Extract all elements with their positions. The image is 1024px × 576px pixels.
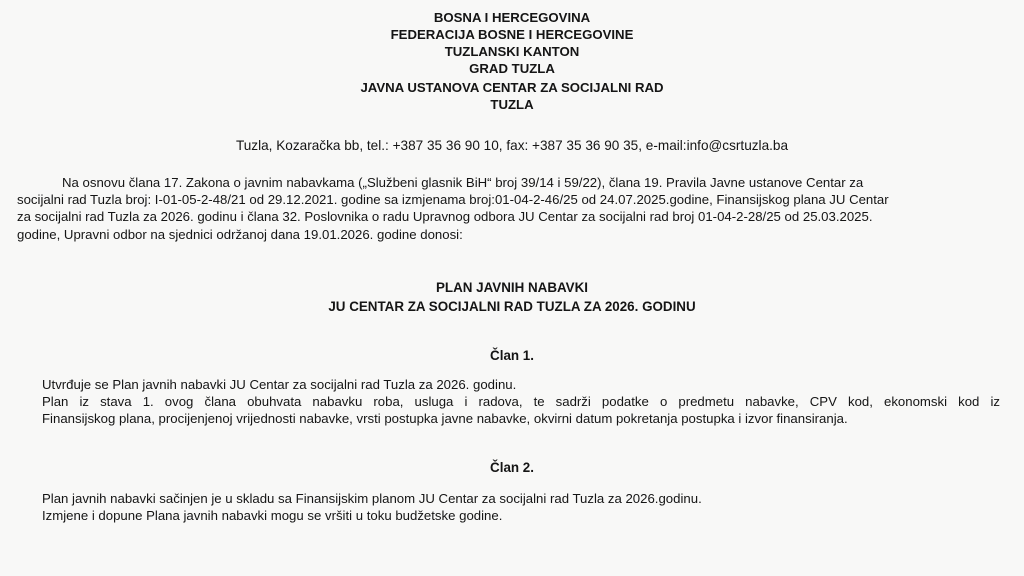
preamble-line-2: socijalni rad Tuzla broj: I-01-05-2-48/21 od 29.12.2021. godine sa izmjenama broj:01-04-2-46/25 od 24.07.2025.godine, Finansijskog plana JU Centar: [17, 192, 889, 207]
header-country: BOSNA I HERCEGOVINA: [433, 10, 591, 25]
article-1-line-3: Finansijskog plana, procijenjenoj vrijednosti nabavke, vrsti postupka javne nabavke, okvirni datum pokretanja postupka i izvor finansiranja.: [42, 411, 848, 426]
article-1-line-1: Utvrđuje se Plan javnih nabavki JU Centar za socijalni rad Tuzla za 2026. godinu.: [42, 377, 517, 392]
plan-title-line-2: JU CENTAR ZA SOCIJALNI RAD TUZLA ZA 2026. GODINU: [328, 299, 696, 314]
header-institution: JAVNA USTANOVA CENTAR ZA SOCIJALNI RAD: [360, 80, 664, 95]
article-2-heading: Član 2.: [490, 460, 534, 475]
plan-title-line-1: PLAN JAVNIH NABAVKI: [435, 280, 589, 295]
article-1-line-2: Plan iz stava 1. ovog člana obuhvata nabavku roba, usluga i radova, te sadrži podatke o predmetu nabavke, CPV kod, ekonomski kod iz: [42, 394, 1000, 409]
header-city: GRAD TUZLA: [469, 61, 555, 76]
preamble-line-3: za socijalni rad Tuzla za 2026. godinu i člana 32. Poslovnika o radu Upravnog odbora JU Centar za socijalni rad broj 01-04-2-28/25 od 25.03.2025.: [17, 209, 873, 224]
header-federation: FEDERACIJA BOSNE I HERCEGOVINE: [390, 27, 634, 42]
header-contact: Tuzla, Kozaračka bb, tel.: +387 35 36 90 10, fax: +387 35 36 90 35, e-mail:info@csrtuzla.ba: [235, 138, 789, 153]
header-place: TUZLA: [490, 97, 534, 112]
article-2-line-2: Izmjene i dopune Plana javnih nabavki mogu se vršiti u toku budžetske godine.: [42, 508, 503, 523]
preamble-line-4: godine, Upravni odbor na sjednici održanoj dana 19.01.2026. godine donosi:: [17, 227, 463, 242]
preamble-line-1: Na osnovu člana 17. Zakona o javnim nabavkama („Službeni glasnik BiH“ broj 39/14 i 59/22), člana 19. Pravila Javne ustanove Centar za: [62, 175, 864, 190]
header-canton: TUZLANSKI KANTON: [444, 44, 580, 59]
article-1-heading: Član 1.: [490, 348, 534, 363]
article-2-line-1: Plan javnih nabavki sačinjen je u skladu sa Finansijskim planom JU Centar za socijalni rad Tuzla za 2026.godinu.: [42, 491, 702, 506]
